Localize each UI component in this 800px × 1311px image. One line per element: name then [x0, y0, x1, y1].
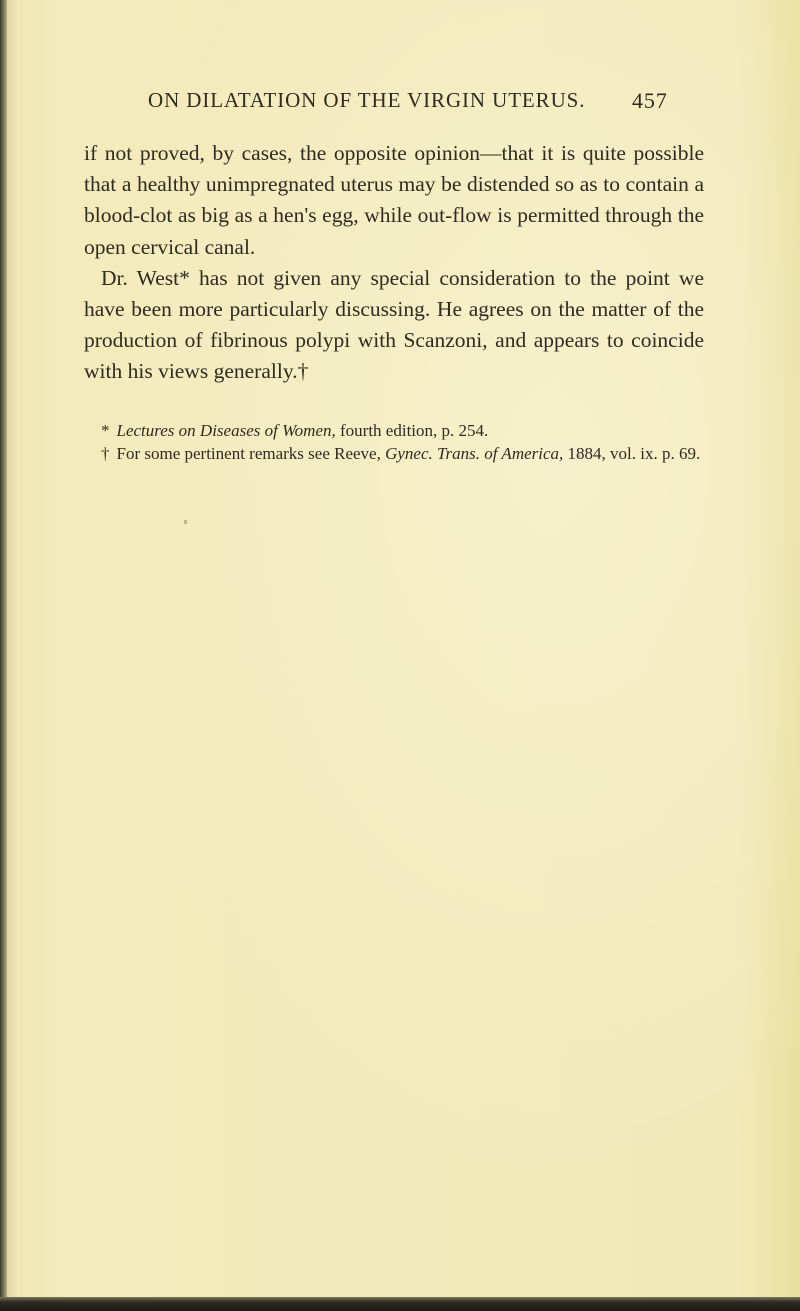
footnote-1 [84, 420, 704, 443]
footnote-reference-asterisk: * [179, 265, 190, 290]
footnote-2-mark: † [101, 443, 110, 463]
running-head-title: ON DILATATION OF THE VIRGIN UTERUS. [148, 88, 586, 112]
bottom-edge [0, 1297, 800, 1311]
footnote-reference-dagger: † [297, 359, 309, 384]
footnote-2-title: Gynec. Trans. of America, [385, 443, 564, 463]
footnote-1-text: fourth edition, p. 254. [335, 421, 489, 440]
paragraph-2 [84, 263, 704, 388]
footnote-2 [84, 443, 704, 466]
footnote-1-mark: * [101, 421, 110, 440]
footnotes [84, 420, 704, 466]
binding-edge [0, 0, 7, 1300]
running-head [148, 88, 688, 113]
paper-speck [578, 455, 580, 458]
body-text [84, 138, 704, 388]
paragraph-2-text-before: Dr. West [101, 265, 180, 290]
footnote-1-title: Lectures on Diseases of Women, [116, 421, 336, 440]
paragraph-2-text-after: has not given any special consideration to the point we have been more particularly discussing. He agrees on the matter of the production of fibrinous polypi with Scanzoni, and appears to coincide with his views generally. [84, 265, 704, 384]
footnote-2-text-before: For some pertinent remarks see Reeve, [116, 443, 386, 463]
paper-speck [184, 520, 187, 524]
page-number: 457 [632, 88, 668, 113]
paragraph-1: if not proved, by cases, the opposite opinion—that it is quite possible that a healthy unimpregnated uterus may be distended so as to contain a blood-clot as big as a hen's egg, while out-flow is permitted through the open cervical canal. [84, 141, 704, 259]
footnote-2-text-after: 1884, vol. ix. p. 69. [563, 443, 701, 463]
